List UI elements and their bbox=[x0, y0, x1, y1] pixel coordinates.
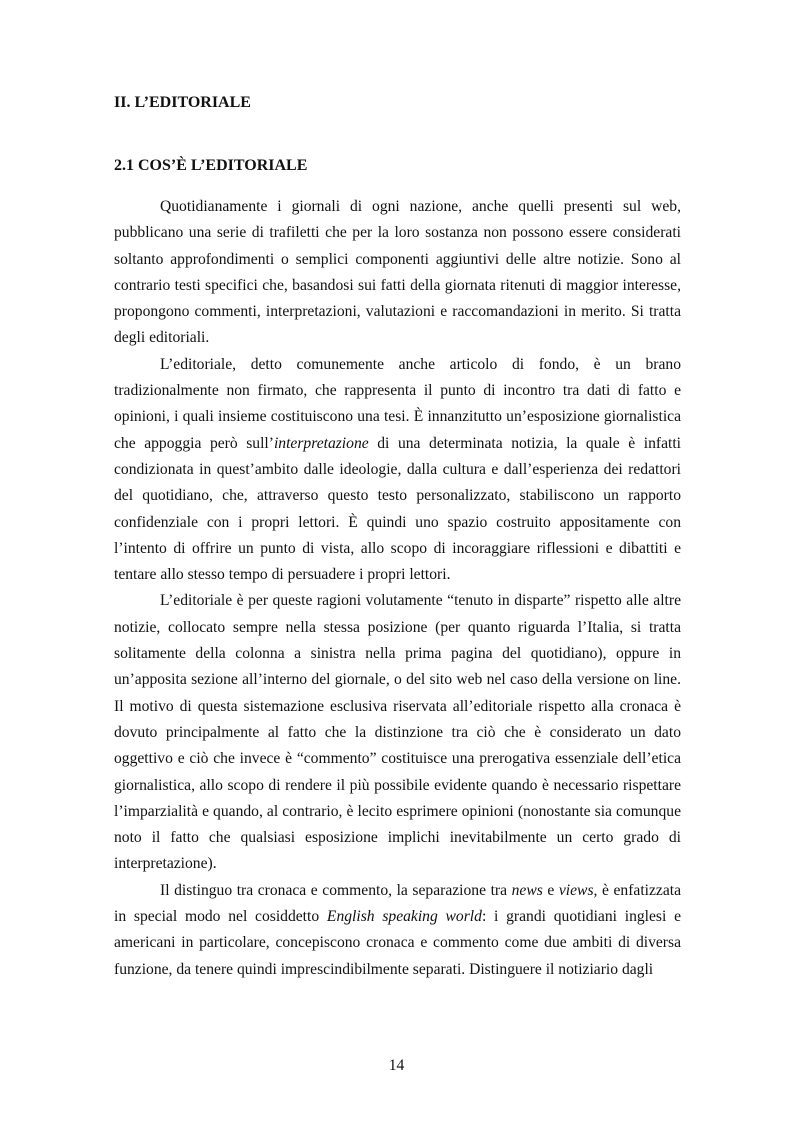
italic-term: news bbox=[511, 881, 543, 899]
text-run: Il distinguo tra cronaca e commento, la separazione tra bbox=[160, 881, 512, 899]
text-run: Quotidianamente i giornali di ogni nazione, anche quelli presenti sul web, pubblicano una serie di trafiletti che per la loro sostanza non possono essere considerati soltanto approfondimenti o semplici componenti aggiuntivi delle altre notizie. Sono al contrario testi specifici che, basandosi sui fatti della giornata ritenuti di maggior interesse, propongono commenti, interpretazioni, valutazioni e raccomandazioni in merito. Si tratta degli editoriali. bbox=[114, 198, 681, 347]
paragraph bbox=[114, 588, 681, 877]
paragraph bbox=[114, 194, 681, 352]
text-run: è enfatizzata in special modo nel cosiddetto bbox=[114, 881, 682, 926]
text-run: e bbox=[542, 881, 559, 899]
body-text bbox=[114, 194, 681, 983]
section-title: 2.1 COS’È L’EDITORIALE bbox=[114, 157, 308, 174]
text-run: L’editoriale, detto comunemente anche articolo di fondo, è un brano tradizionalmente non firmato, che rappresenta il punto di incontro tra dati di fatto e opinioni, i quali insieme costituiscono una tesi. È innanzitutto un’esposizione giornalistica che appoggia però sull’ bbox=[114, 355, 681, 452]
page-number: 14 bbox=[388, 1057, 405, 1074]
paragraph bbox=[114, 352, 681, 589]
text-run: di una determinata notizia, la quale è infatti condizionata in quest’ambito dalle ideologie, dalla cultura e dall’esperienza dei redattori del quotidiano, che, attraverso questo testo personalizzato, stabiliscono un rapporto confidenziale con i propri lettori. È quindi uno spazio costruito appositamente con l’intento di offrire un punto di vista, allo scopo di incoraggiare riflessioni e dibattiti e tentare allo stesso tempo di persuadere i propri lettori. bbox=[114, 434, 681, 584]
text-run: L’editoriale è per queste ragioni volutamente “tenuto in disparte” rispetto alle altre notizie, collocato sempre nella stessa posizione (per quanto riguarda l’Italia, si tratta solitamente della colonna a sinistra nella prima pagina del quotidiano), oppure in un’apposita sezione all’interno del giornale, o del sito web nel caso della versione on line. Il motivo di questa sistemazione esclusiva riservata all’editoriale rispetto alla cronaca è dovuto principalmente al fatto che la distinzione tra ciò che è considerato un dato oggettivo e ciò che invece è “commento” costituisce una prerogativa essenziale dell’etica giornalistica, allo scopo di rendere il più possibile evidente quando è necessario rispettare l’imparzialità e quando, al contrario, è lecito esprimere opinioni (nonostante sia comunque noto il fatto che qualsiasi esposizione implichi inevitabilmente un certo grado di interpretazione). bbox=[114, 592, 681, 873]
italic-term: English speaking world bbox=[326, 908, 482, 926]
paragraph bbox=[114, 878, 681, 983]
italic-term: interpretazione bbox=[273, 434, 369, 452]
italic-term: views, bbox=[558, 881, 598, 899]
text-run: : i grandi quotidiani inglesi e americani in particolare, concepiscono cronaca e commento come due ambiti di diversa funzione, da tenere quindi imprescindibilmente separati. Distinguere il notiziario dagli bbox=[114, 908, 681, 978]
chapter-title: II. L’EDITORIALE bbox=[114, 94, 251, 111]
